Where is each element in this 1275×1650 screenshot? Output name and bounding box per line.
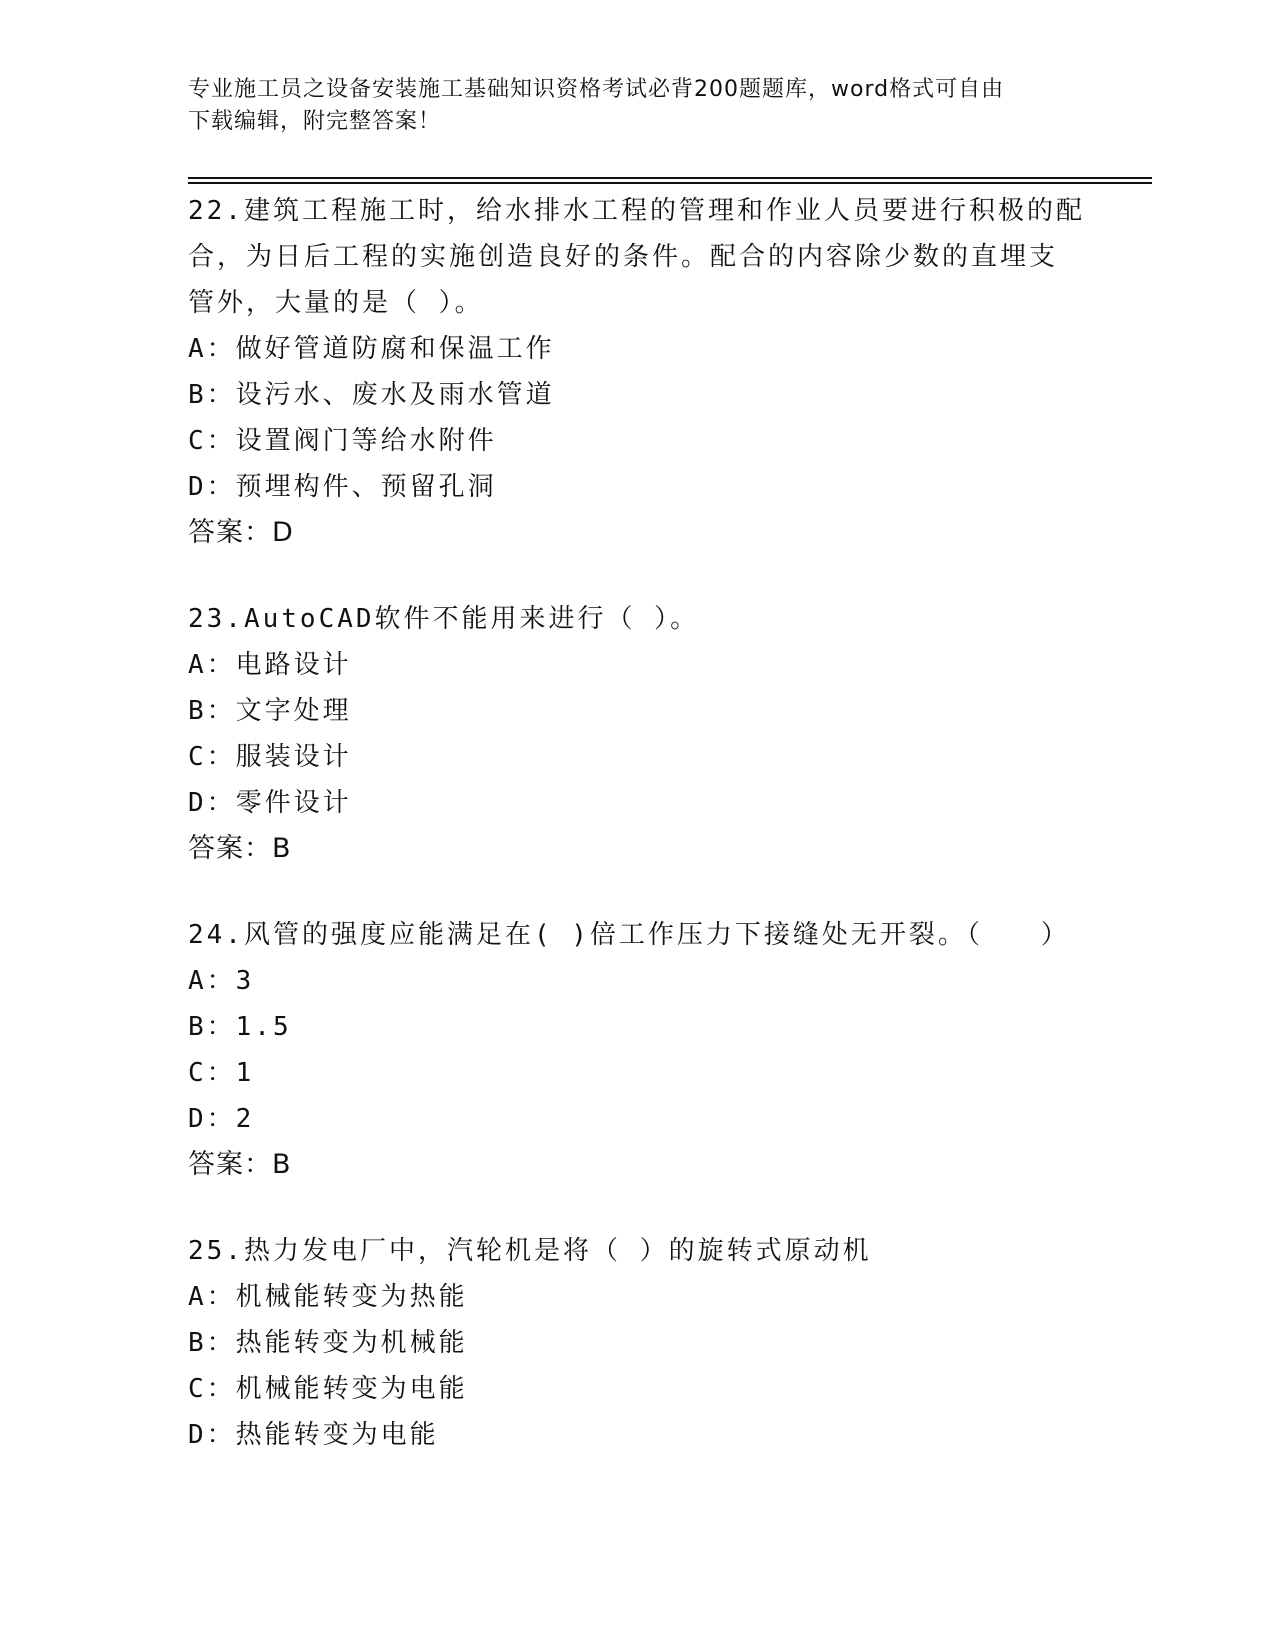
option-b: B：热能转变为机械能: [188, 1328, 468, 1358]
question-text-line: 23.AutoCAD软件不能用来进行（ ）。: [188, 604, 700, 634]
option-a: A：做好管道防腐和保温工作: [188, 334, 555, 364]
option-a: A：3: [188, 966, 255, 996]
header-rule-bottom: [188, 182, 1152, 184]
option-d: D：预埋构件、预留孔洞: [188, 472, 497, 502]
question-23: [188, 596, 1128, 872]
option-c: C：机械能转变为电能: [188, 1374, 468, 1404]
answer: 答案：B: [188, 1149, 292, 1180]
question-22: [188, 188, 1128, 556]
option-b: B：设污水、废水及雨水管道: [188, 380, 555, 410]
question-text-line: 管外，大量的是（ ）。: [188, 288, 484, 318]
document-header: [188, 74, 1088, 138]
option-b: B：文字处理: [188, 696, 352, 726]
option-c: C：服装设计: [188, 742, 352, 772]
option-d: D：零件设计: [188, 788, 352, 818]
header-line-2: 下载编辑，附完整答案！: [188, 109, 442, 134]
question-25: [188, 1228, 1128, 1458]
option-c: C：1: [188, 1058, 255, 1088]
option-a: A：机械能转变为热能: [188, 1282, 468, 1312]
option-d: D：热能转变为电能: [188, 1420, 439, 1450]
option-a: A：电路设计: [188, 650, 352, 680]
option-b: B：1.5: [188, 1012, 292, 1042]
answer: 答案：B: [188, 833, 292, 864]
question-text-line: 25.热力发电厂中，汽轮机是将（ ）的旋转式原动机: [188, 1236, 872, 1266]
question-text-line: 合，为日后工程的实施创造良好的条件。配合的内容除少数的直埋支: [188, 242, 1059, 272]
question-text-line: 24.风管的强度应能满足在( )倍工作压力下接缝处无开裂。（ ）: [188, 920, 1070, 950]
option-c: C：设置阀门等给水附件: [188, 426, 497, 456]
question-list: [188, 188, 1128, 1498]
option-d: D：2: [188, 1104, 255, 1134]
question-24: [188, 912, 1128, 1188]
header-line-1: 专业施工员之设备安装施工基础知识资格考试必背200题题库，word格式可自由: [188, 77, 1005, 102]
header-rule-top: [188, 177, 1152, 179]
question-text-line: 22.建筑工程施工时，给水排水工程的管理和作业人员要进行积极的配: [188, 196, 1085, 226]
answer: 答案：D: [188, 517, 294, 548]
